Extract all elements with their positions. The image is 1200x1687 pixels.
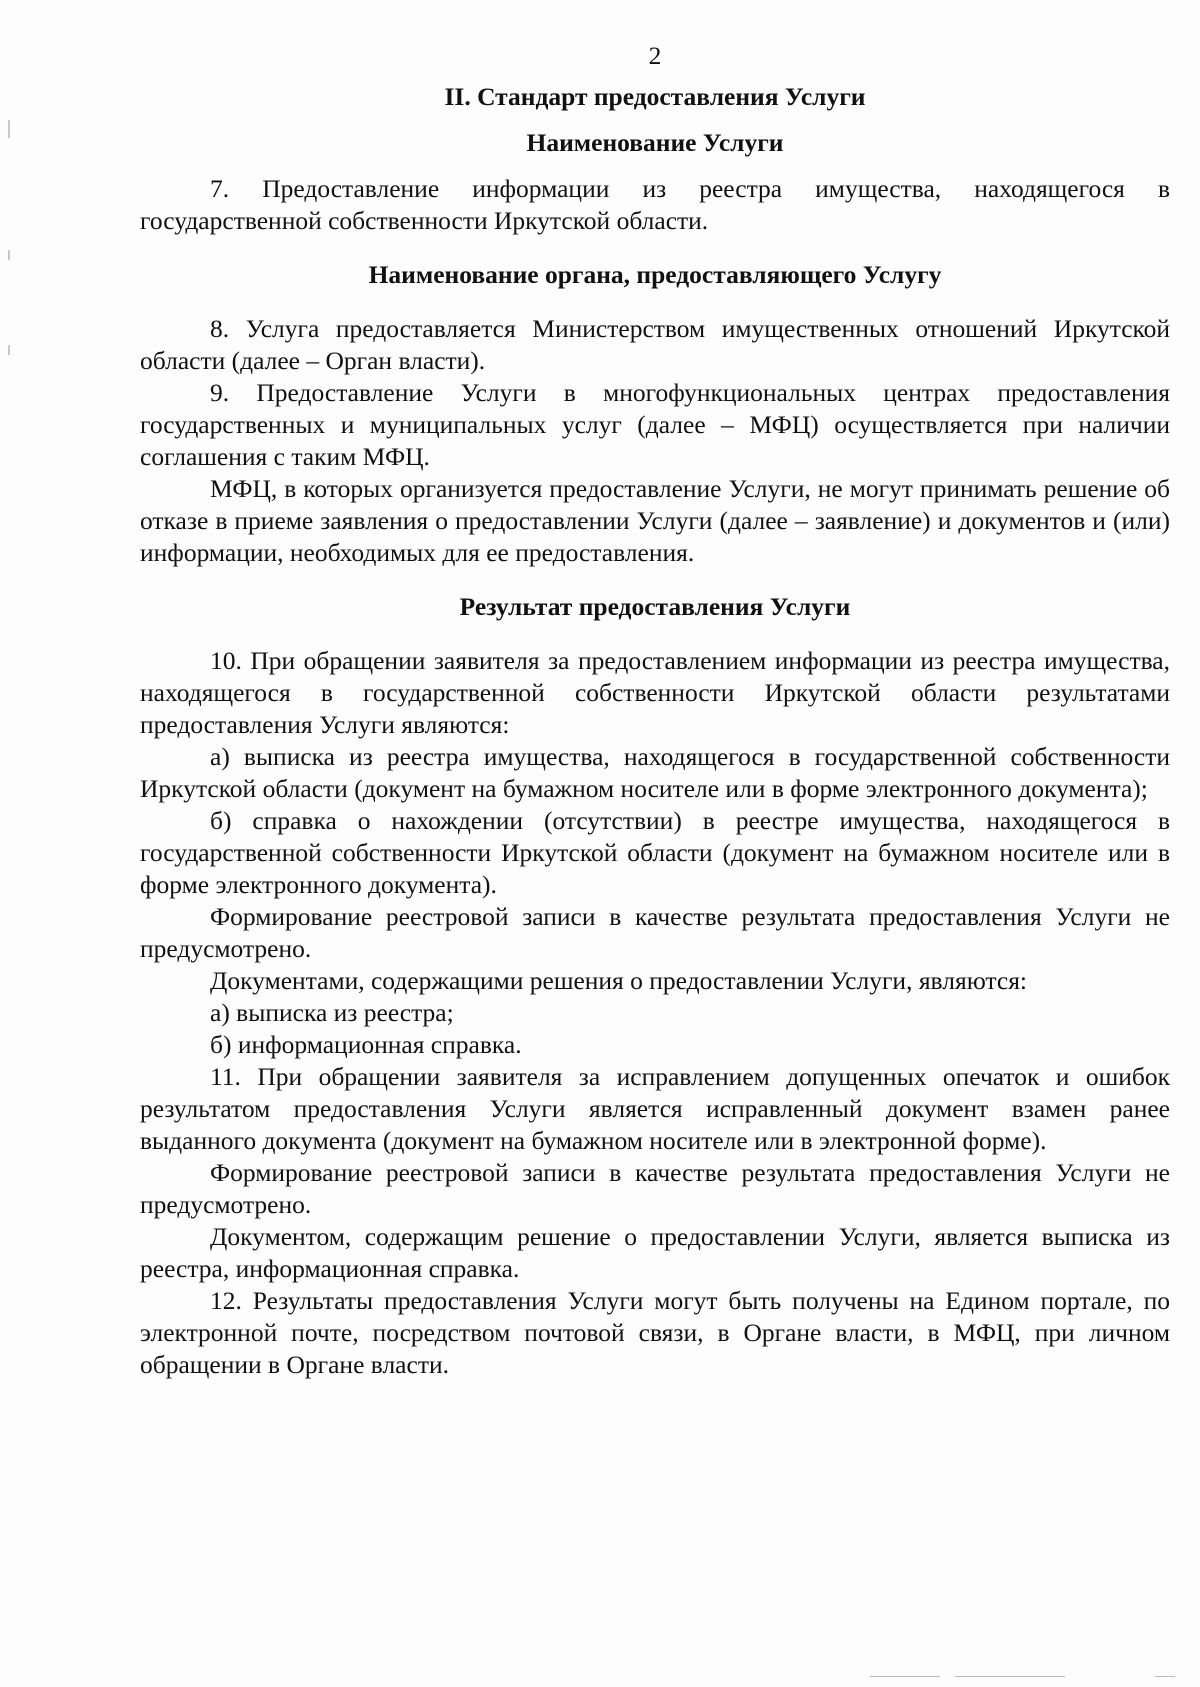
paragraph-10b: б) справка о нахождении (отсутствии) в реестре имущества, находящегося в государственной собственности Иркутской области (документ на бумажном носителе или в форме электронного документа). [140,806,1170,899]
paragraph-9: 9. Предоставление Услуги в многофункциональных центрах предоставления государственных и муниципальных услуг (далее – МФЦ) осуществляется при наличии соглашения с таким МФЦ. [140,378,1170,471]
paragraph-12: 12. Результаты предоставления Услуги могут быть получены на Едином портале, по электронной почте, посредством почтовой связи, в Органе власти, в МФЦ, при личном обращении в Органе власти. [140,1286,1170,1379]
paragraph-7: 7. Предоставление информации из реестра имущества, находящегося в государственной собственности Иркутской области. [140,174,1170,235]
paragraph-10: 10. При обращении заявителя за предоставлением информации из реестра имущества, находящегося в государственной собственности Иркутской области результатами предоставления Услуги являются: [140,646,1170,739]
scan-artifact [955,1676,1065,1677]
heading-service-name: Наименование Услуги [526,128,784,157]
heading-service-result: Результат предоставления Услуги [459,592,851,621]
paragraph-decision-doc: Документом, содержащим решение о предоставлении Услуги, является выписка из реестра, информационная справка. [140,1222,1170,1283]
scan-artifact [8,250,10,260]
paragraph-mfc: МФЦ, в которых организуется предоставление Услуги, не могут принимать решение об отказе в приеме заявления о предоставлении Услуги (далее – заявление) и документов и (или) информации, необходимых для ее предоставления. [140,474,1170,567]
paragraph-8: 8. Услуга предоставляется Министерством имущественных отношений Иркутской области (далее – Орган власти). [140,314,1170,375]
scan-artifact [8,120,10,138]
page-number: 2 [648,41,662,70]
paragraph-decision-docs: Документами, содержащими решения о предоставлении Услуги, являются: [210,966,1028,995]
scan-artifact [870,1676,940,1677]
paragraph-registry-note-1: Формирование реестровой записи в качестве результата предоставления Услуги не предусмотрено. [140,902,1170,963]
section-title: II. Стандарт предоставления Услуги [444,82,866,111]
paragraph-decision-a: а) выписка из реестра; [210,998,454,1027]
paragraph-11: 11. При обращении заявителя за исправлением допущенных опечаток и ошибок результатом предоставления Услуги является исправленный документ взамен ранее выданного документа (документ на бумажном носителе или в электронной форме). [140,1062,1170,1155]
paragraph-decision-b: б) информационная справка. [210,1030,522,1059]
heading-service-provider: Наименование органа, предоставляющего Услугу [368,260,942,289]
paragraph-registry-note-2: Формирование реестровой записи в качестве результата предоставления Услуги не предусмотрено. [140,1158,1170,1219]
paragraph-10a: а) выписка из реестра имущества, находящегося в государственной собственности Иркутской области (документ на бумажном носителе или в форме электронного документа); [140,742,1170,803]
document-body [140,40,1170,1381]
scan-artifact [1155,1676,1175,1677]
scan-artifact [8,345,10,355]
